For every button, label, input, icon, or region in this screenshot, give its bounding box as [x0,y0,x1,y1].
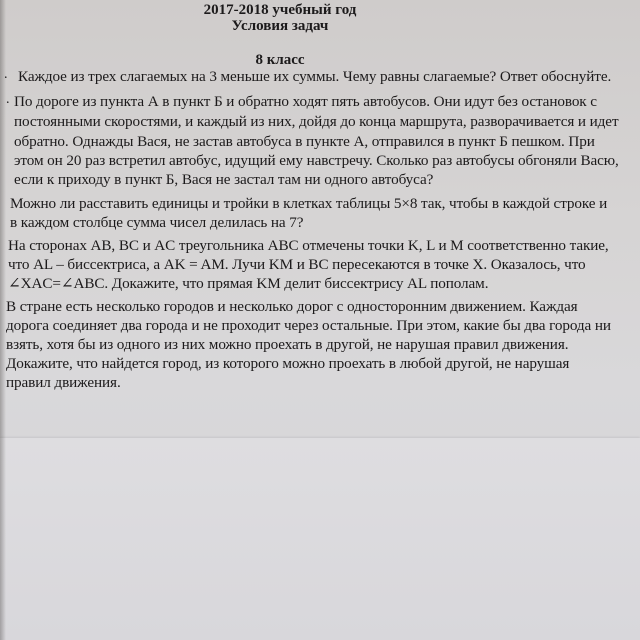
problem-2-line-2: постоянными скоростями, и каждый из них, дойдя до конца маршрута, разворачивается и идет [14,113,619,130]
problem-4-line-1: На сторонах AB, BC и AC треугольника ABC отмечены точки K, L и M соответственно такие, [8,237,609,254]
problem-2-line-4: этом он 20 раз встретил автобус, идущий ему навстречу. Сколько раз автобусы обгоняли Васю, [14,152,619,169]
problem-4-line-3: ∠XAC=∠ABC. Докажите, что прямая KM делит биссектрису AL пополам. [8,275,489,292]
problem-3-line-2: в каждом столбце сумма чисел делилась на 7? [10,214,304,231]
problem-5-line-5: правил движения. [6,374,121,391]
grade-heading: 8 класс [255,52,305,68]
problem-5-line-1: В стране есть несколько городов и несколько дорог с односторонним движением. Каждая [6,298,578,315]
paper-lower-section [0,438,640,640]
problem-5-line-4: Докажите, что найдется город, из которого можно проехать в любой другой, не нарушая [6,355,570,372]
problem-4-line-2: что AL – биссектриса, а AK = AM. Лучи KM и BC пересекаются в точке X. Оказалось, что [8,256,586,273]
problem-5-line-3: взять, хотя бы из одного из них можно проехать в другой, не нарушая правил движения. [6,336,569,353]
conditions-subtitle: Условия задач [231,18,329,34]
problem-3-line-1: Можно ли расставить единицы и тройки в клетках таблицы 5×8 так, чтобы в каждой строке и [10,195,608,212]
problem-2-marker: . [6,92,10,107]
problem-1-line-1: Каждое из трех слагаемых на 3 меньше их суммы. Чему равны слагаемые? Ответ обоснуйте. [18,68,612,85]
academic-year-title: 2017-2018 учебный год [203,2,357,18]
problem-2-line-3: обратно. Однажды Вася, не застав автобуса в пункте А, отправился в пункт Б пешком. При [14,133,595,150]
problem-1-marker: . [4,67,8,82]
problem-2-line-1: По дороге из пункта А в пункт Б и обратно ходят пять автобусов. Они идут без остановок с [14,93,597,110]
problem-5-line-2: дорога соединяет два города и не проходит через остальные. При этом, какие бы два города ни [6,317,611,334]
problem-2-line-5: если к приходу в пункт Б, Вася не застал там ни одного автобуса? [14,171,434,188]
